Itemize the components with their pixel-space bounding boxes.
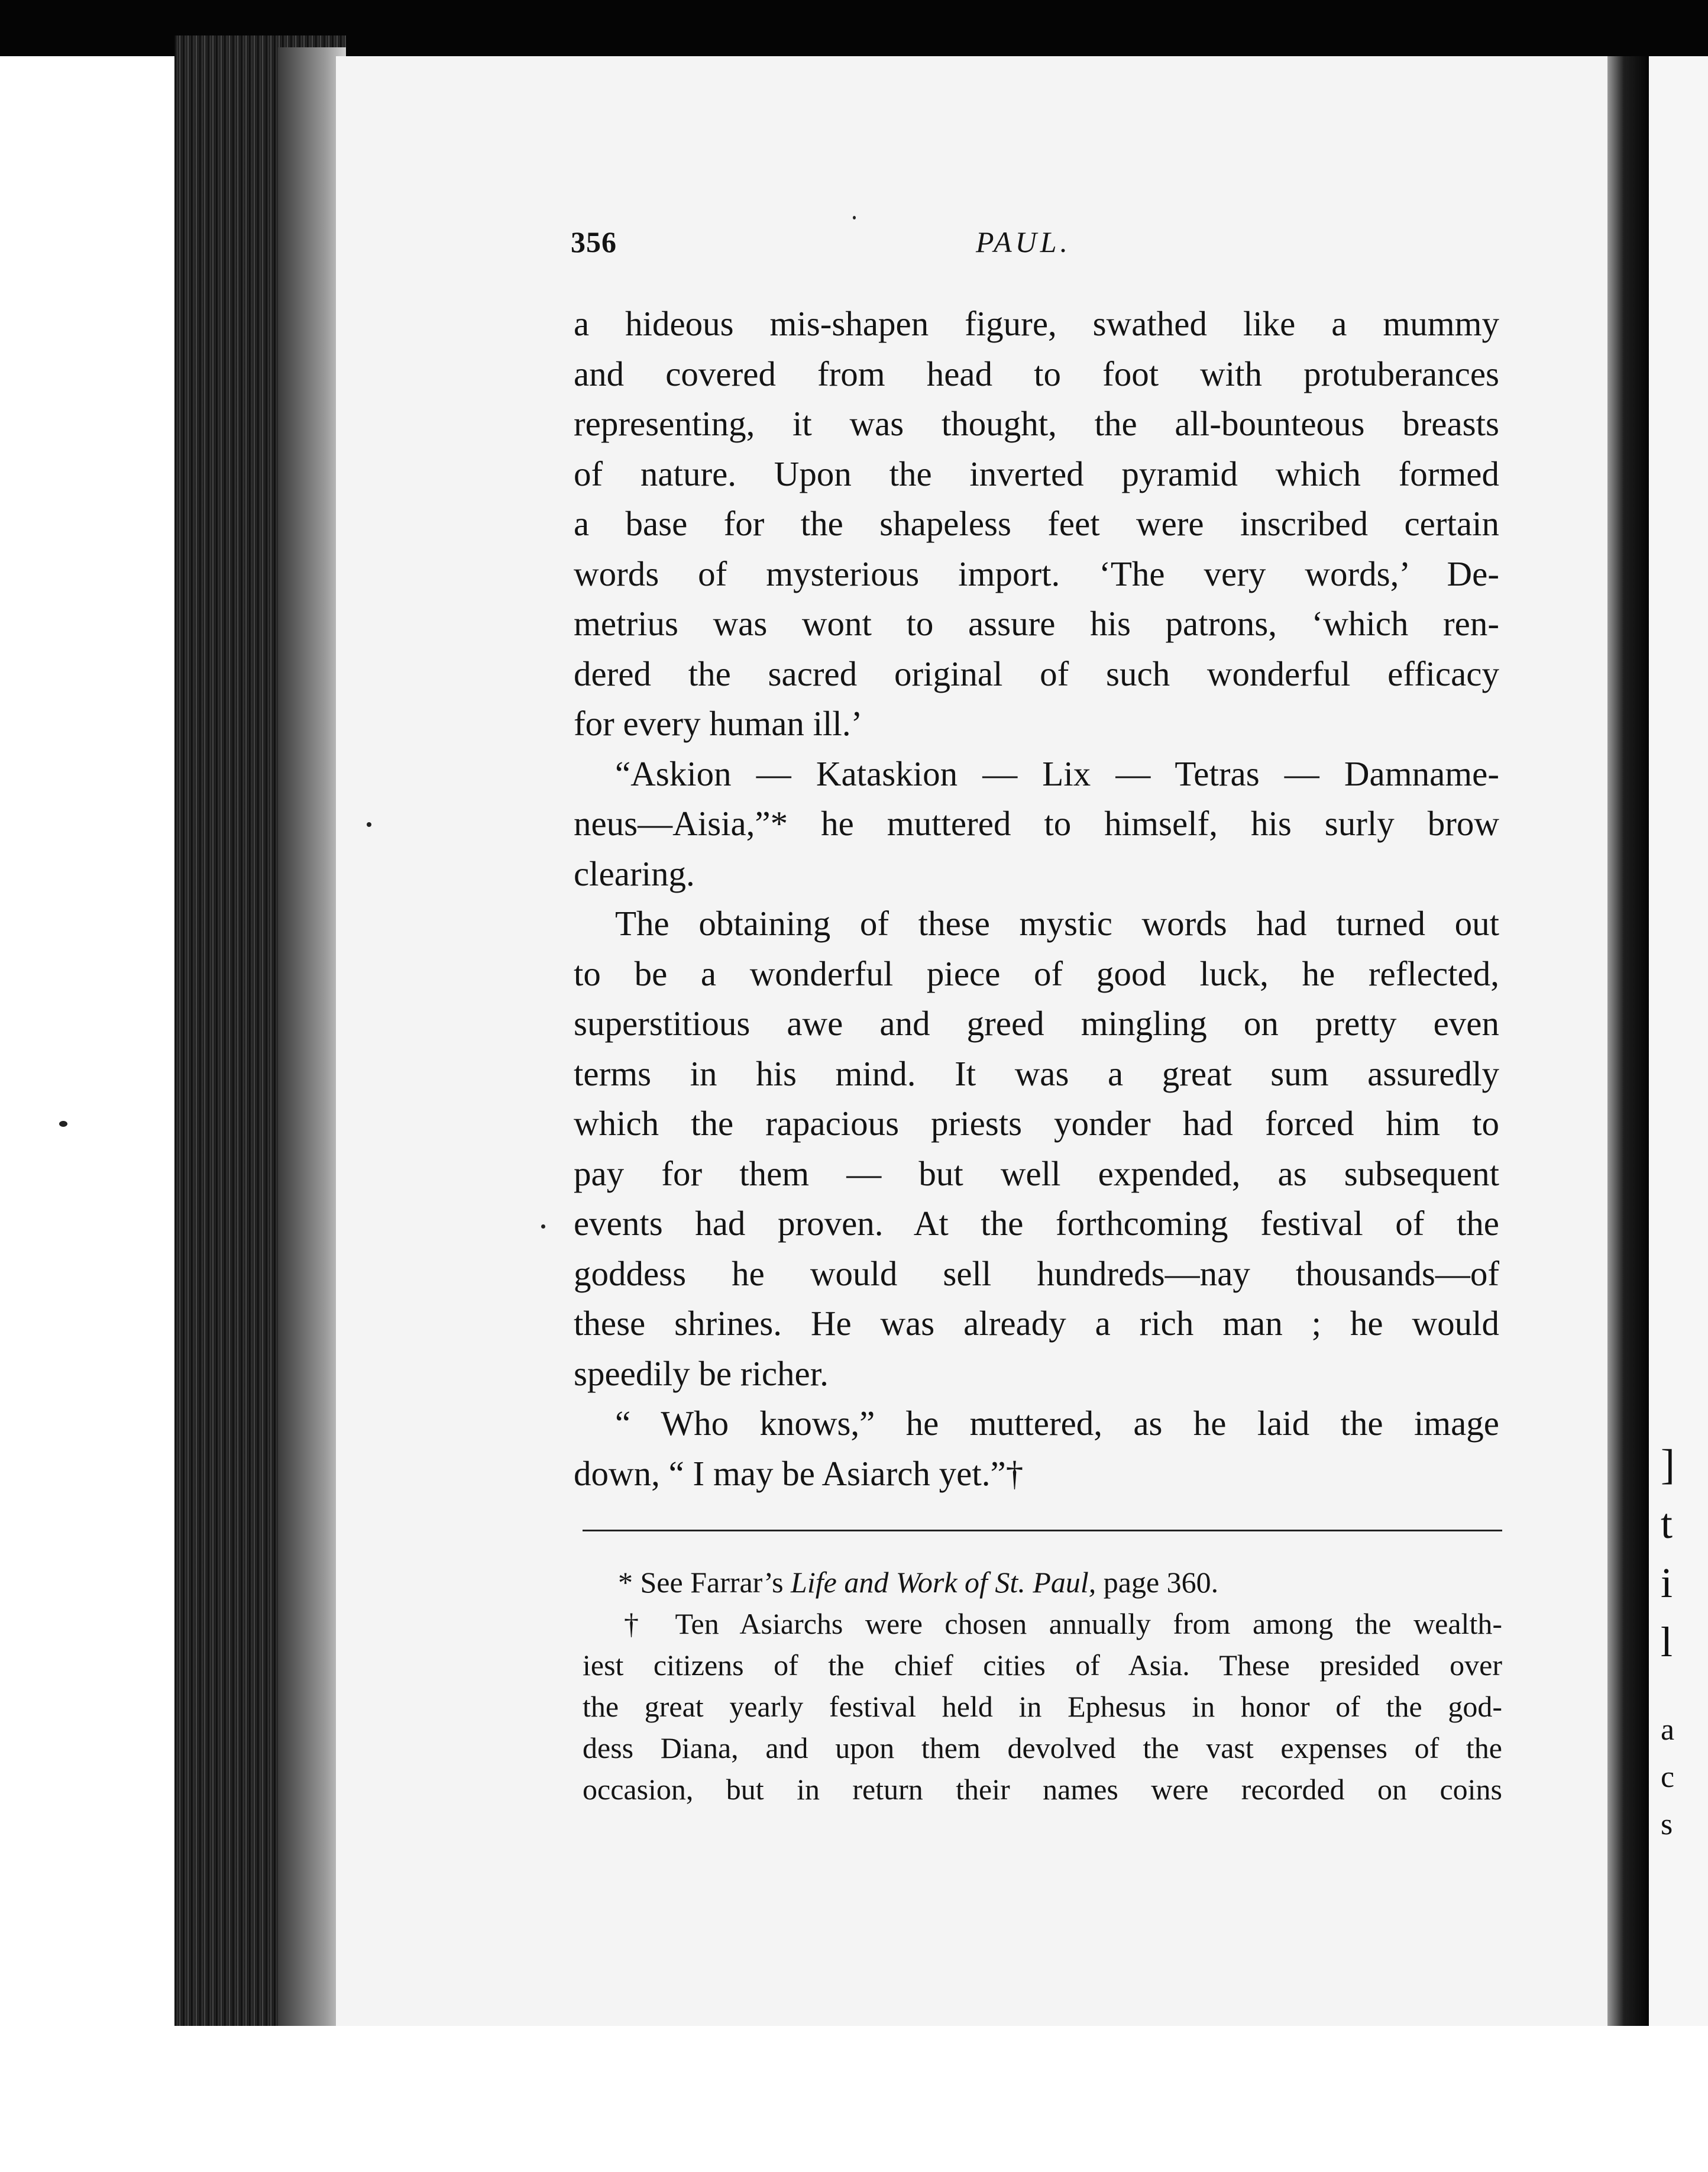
body-line: a base for the shapeless feet were inscribed certain	[574, 504, 1499, 543]
next-page-fragment: s	[1661, 1808, 1673, 1841]
body-line: for every human ill.’	[574, 704, 863, 743]
footnote-1	[583, 1562, 1502, 1603]
page-number: 356	[571, 225, 617, 258]
body-line: The obtaining of these mystic words had turned out	[615, 904, 1499, 943]
body-line: metrius was wont to assure his patrons, ‘which ren-	[574, 604, 1499, 643]
book-gutter	[1607, 56, 1649, 2026]
bottom-margin	[0, 2026, 1708, 2172]
next-page-fragment: c	[1661, 1760, 1675, 1794]
body-line: events had proven. At the forthcoming festival of the	[574, 1204, 1499, 1243]
body-line: of nature. Upon the inverted pyramid which formed	[574, 454, 1499, 493]
scan-speck	[367, 822, 371, 827]
body-line: to be a wonderful piece of good luck, he reflected,	[574, 954, 1499, 993]
body-line: down, “ I may be Asiarch yet.”†	[574, 1453, 1024, 1493]
scan-speck	[541, 1224, 545, 1229]
body-line: terms in his mind. It was a great sum assuredly	[574, 1053, 1499, 1093]
footnotes	[583, 1562, 1502, 1810]
body-line: neus—Aisia,”* he muttered to himself, his surly brow	[574, 804, 1499, 843]
running-title: PAUL.	[976, 225, 1072, 258]
scan-speck	[853, 216, 856, 219]
body-line: pay for them — but well expended, as subsequent	[574, 1153, 1499, 1193]
body-line: representing, it was thought, the all-bounteous breasts	[574, 404, 1499, 443]
scan-speck	[59, 1121, 67, 1127]
next-page-fragment: i	[1661, 1559, 1673, 1607]
footnote-1-suffix: page 360.	[1096, 1566, 1219, 1599]
footnote-2-line: occasion, but in return their names were recorded on coins	[583, 1773, 1502, 1806]
footnote-2-line: † Ten Asiarchs were chosen annually from among the wealth-	[624, 1607, 1502, 1640]
body-line: “ Who knows,” he muttered, as he laid the image	[615, 1404, 1499, 1443]
body-line: superstitious awe and greed mingling on pretty even	[574, 1004, 1499, 1043]
footnote-1-book-title: Life and Work of St. Paul,	[791, 1566, 1096, 1599]
body-line: a hideous mis-shapen figure, swathed like a mummy	[574, 304, 1499, 343]
body-line: clearing.	[574, 854, 695, 893]
body-line: words of mysterious import. ‘The very words,’ De-	[574, 554, 1499, 593]
body-line: these shrines. He was already a rich man ; he would	[574, 1304, 1499, 1343]
footnote-rule	[583, 1530, 1502, 1531]
body-text	[574, 299, 1499, 1498]
body-line: which the rapacious priests yonder had forced him to	[574, 1104, 1499, 1143]
footnote-1-prefix: * See Farrar’s	[618, 1566, 791, 1599]
body-line: and covered from head to foot with protuberances	[574, 354, 1499, 393]
next-page-fragment: t	[1661, 1500, 1673, 1547]
next-page-edge	[1649, 56, 1708, 2172]
body-line: speedily be richer.	[574, 1353, 829, 1393]
running-head	[571, 225, 1499, 266]
footnote-2-line: the great yearly festival held in Ephesus in honor of the god-	[583, 1690, 1502, 1723]
footnote-2-line: iest citizens of the chief cities of Asia. These presided over	[583, 1649, 1502, 1682]
body-line: dered the sacred original of such wonderful efficacy	[574, 654, 1499, 693]
next-page-fragment: l	[1661, 1618, 1673, 1666]
next-page-fragment: a	[1661, 1713, 1675, 1747]
body-line: “Askion — Kataskion — Lix — Tetras — Damname-	[615, 754, 1499, 793]
body-line: goddess he would sell hundreds—nay thousands—of	[574, 1253, 1499, 1293]
footnote-2-line: dess Diana, and upon them devolved the vast expenses of the	[583, 1731, 1502, 1764]
next-page-fragment: ]	[1661, 1441, 1675, 1488]
